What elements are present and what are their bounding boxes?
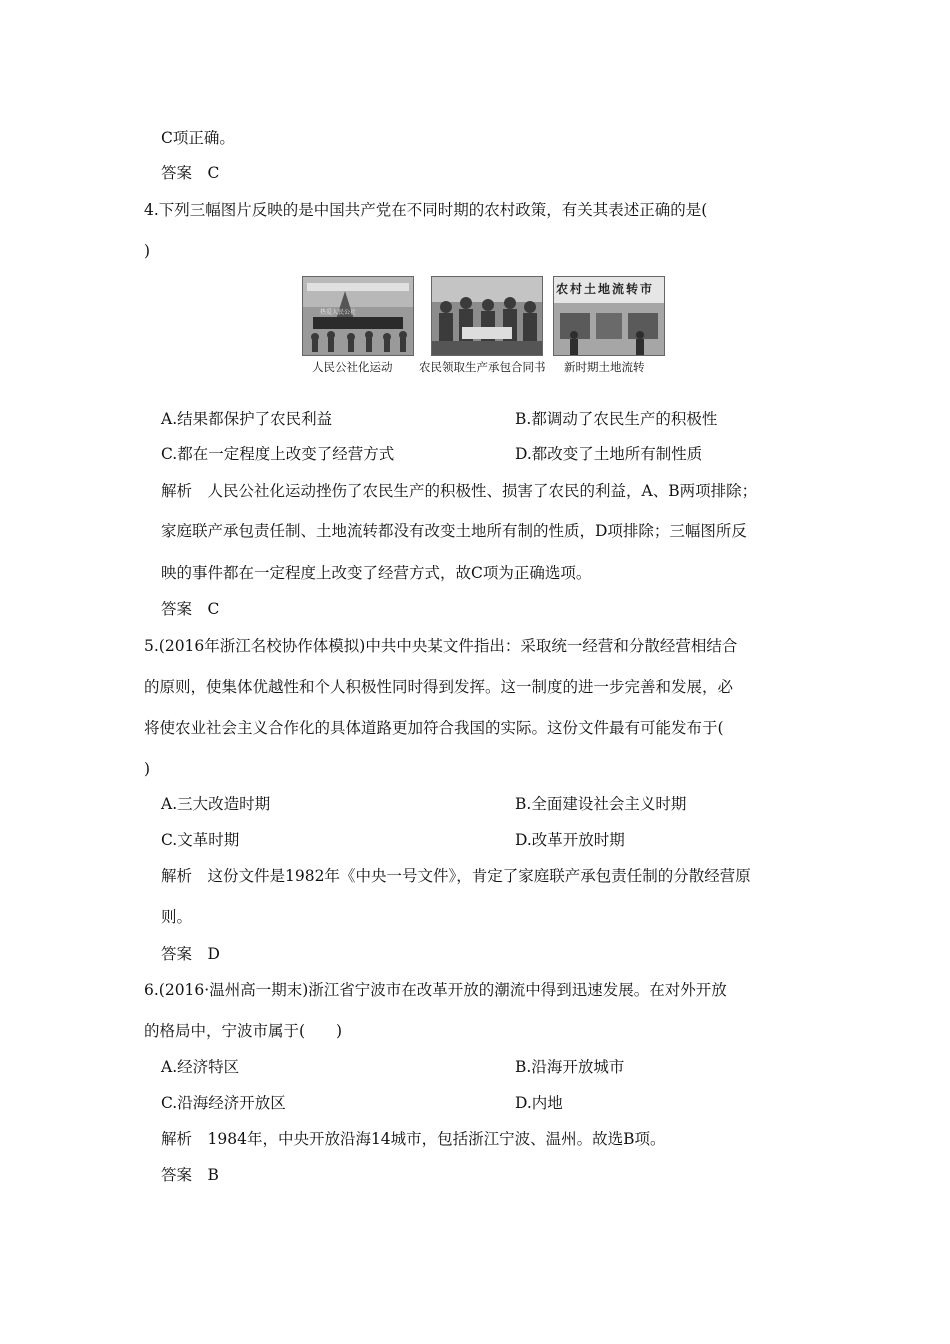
answer-line: 答案 B <box>161 1166 219 1184</box>
question-5-stem: 5.(2016年浙江名校协作体模拟)中共中央某文件指出：采取统一经营和分散经营相结合 <box>144 637 738 655</box>
question-5-option-c: C.文革时期 <box>161 831 240 849</box>
question-5-explanation: 解析 这份文件是1982年《中央一号文件》，肯定了家庭联产承包责任制的分散经营原 <box>161 867 751 885</box>
question-4-stem-end: ) <box>144 242 151 260</box>
question-6-option-c: C.沿海经济开放区 <box>161 1094 286 1112</box>
photo-commune-caption: 人民公社化运动 <box>312 360 393 374</box>
question-5-stem: 将使农业社会主义合作化的具体道路更加符合我国的实际。这份文件最有可能发布于( <box>144 719 724 737</box>
photo-strip <box>302 276 662 376</box>
question-5-option-b: B.全面建设社会主义时期 <box>515 795 687 813</box>
question-4-option-a: A.结果都保护了农民利益 <box>161 410 333 428</box>
photo-land-transfer-caption: 新时期土地流转 <box>564 360 645 374</box>
question-6-explanation: 解析 1984年，中央开放沿海14城市，包括浙江宁波、温州。故选B项。 <box>161 1130 666 1148</box>
question-6-stem: 6.(2016·温州高一期末)浙江省宁波市在改革开放的潮流中得到迅速发展。在对外开放 <box>144 981 727 999</box>
photo-commune <box>302 276 414 356</box>
question-4-stem: 4.下列三幅图片反映的是中国共产党在不同时期的农村政策，有关其表述正确的是( <box>144 201 708 219</box>
question-6-option-b: B.沿海开放城市 <box>515 1058 625 1076</box>
question-5-stem: 的原则，使集体优越性和个人积极性同时得到发挥。这一制度的进一步完善和发展，必 <box>144 678 734 696</box>
question-5-stem-end: ) <box>144 760 151 778</box>
text-line: C项正确。 <box>161 129 235 147</box>
question-4-option-d: D.都改变了土地所有制性质 <box>515 445 703 463</box>
question-6-stem: 的格局中，宁波市属于( ) <box>144 1022 343 1040</box>
question-4-option-b: B.都调动了农民生产的积极性 <box>515 410 718 428</box>
question-4-explanation: 映的事件都在一定程度上改变了经营方式，故C项为正确选项。 <box>161 564 592 582</box>
answer-line: 答案 D <box>161 945 220 963</box>
question-6-option-a: A.经济特区 <box>161 1058 240 1076</box>
answer-line: 答案 C <box>161 164 220 182</box>
question-5-explanation: 则。 <box>161 908 193 926</box>
photo-contract-caption: 农民领取生产承包合同书 <box>419 360 546 374</box>
question-5-option-a: A.三大改造时期 <box>161 795 271 813</box>
answer-line: 答案 C <box>161 600 220 618</box>
question-4-option-c: C.都在一定程度上改变了经营方式 <box>161 445 395 463</box>
photo-contract <box>431 276 543 356</box>
question-6-option-d: D.内地 <box>515 1094 563 1112</box>
question-5-option-d: D.改革开放时期 <box>515 831 625 849</box>
photo-commune-banner: 热爱人民公社 <box>320 309 357 316</box>
question-4-explanation: 家庭联产承包责任制、土地流转都没有改变土地所有制的性质，D项排除；三幅图所反 <box>161 522 747 540</box>
photo-land-transfer-sign: 农村土地流转市 <box>556 282 655 296</box>
question-4-explanation: 解析 人民公社化运动挫伤了农民生产的积极性、损害了农民的利益，A、B两项排除； <box>161 482 758 500</box>
